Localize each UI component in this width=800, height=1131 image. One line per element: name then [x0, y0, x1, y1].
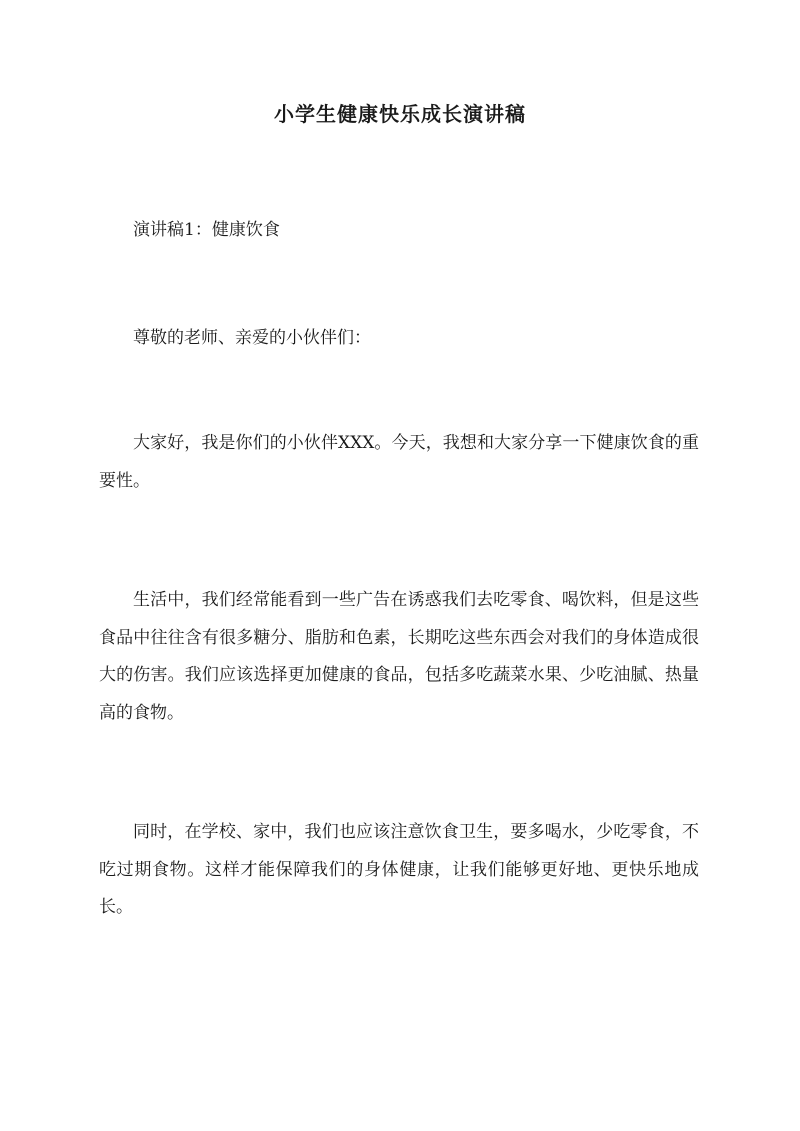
intro-paragraph: 大家好，我是你们的小伙伴XXX。今天，我想和大家分享一下健康饮食的重要性。 — [99, 433, 699, 491]
section-heading: 演讲稿1：健康饮食 — [133, 220, 280, 240]
daily-life-paragraph: 生活中，我们经常能看到一些广告在诱惑我们去吃零食、喝饮料，但是这些食品中往往含有很多糖分、脂肪和色素，长期吃这些东西会对我们的身体造成很大的伤害。我们应该选择更加健康的食品，包括多吃蔬菜水果、少吃油腻、热量高的食物。 — [99, 590, 699, 723]
hygiene-paragraph: 同时，在学校、家中，我们也应该注意饮食卫生，要多喝水，少吃零食，不吃过期食物。这样才能保障我们的身体健康，让我们能够更好地、更快乐地成长。 — [99, 822, 699, 917]
document-title: 小学生健康快乐成长演讲稿 — [274, 102, 526, 126]
greeting-paragraph: 尊敬的老师、亲爱的小伙伴们： — [133, 328, 371, 348]
